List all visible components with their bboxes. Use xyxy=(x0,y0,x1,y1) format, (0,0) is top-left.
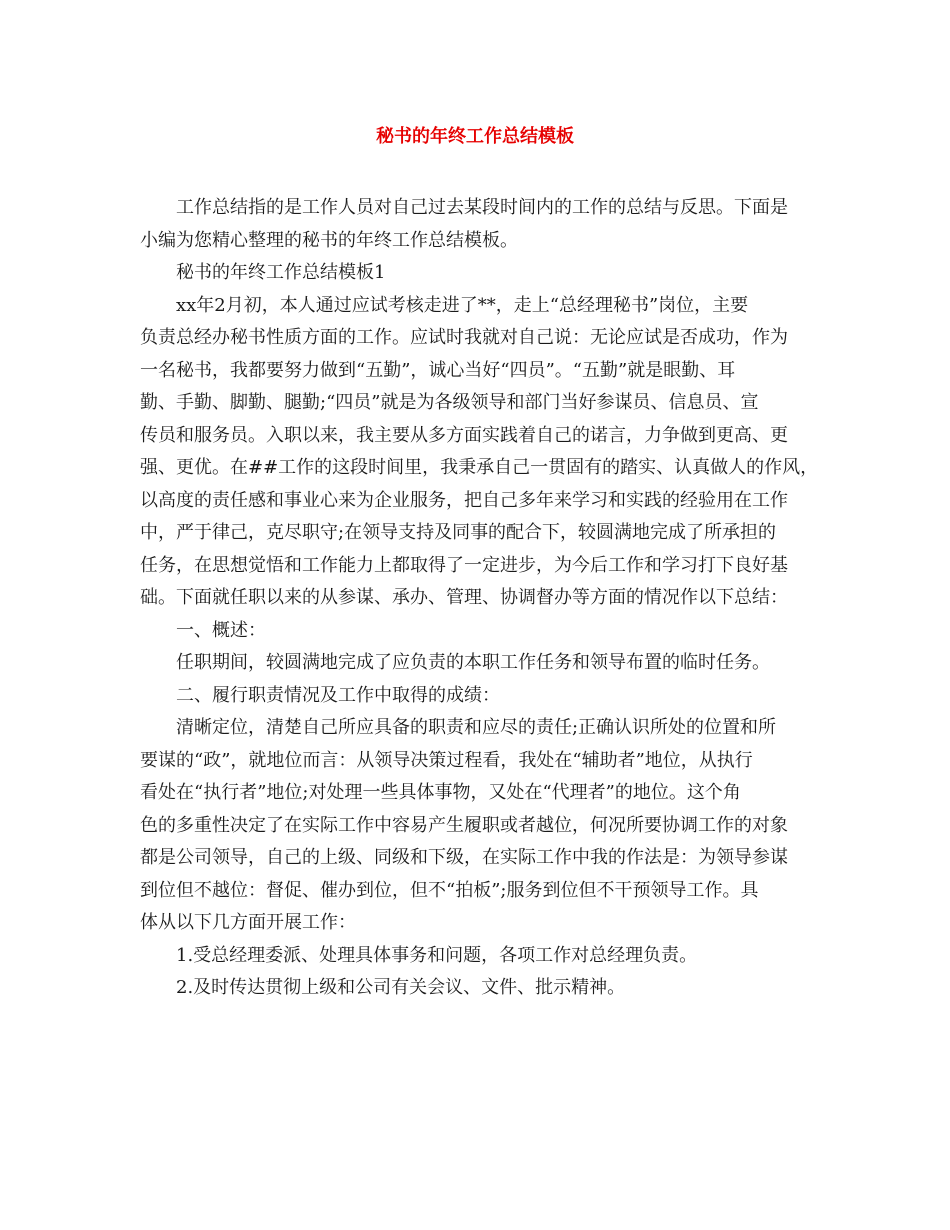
text-line: 强、更优。在##工作的这段时间里，我秉承自己一贯固有的踏实、认真做人的作风， xyxy=(140,457,819,478)
text-line: 负责总经办秘书性质方面的工作。应试时我就对自己说：无论应试是否成功，作为 xyxy=(140,327,788,348)
text-line: 要谋的“政”，就地位而言：从领导决策过程看，我处在“辅助者”地位，从执行 xyxy=(140,749,753,771)
text-line: 一名秘书，我都要努力做到“五勤”，诚心当好“四员”。“五勤”就是眼勤、耳 xyxy=(140,359,736,381)
text-line: 中，严于律己，克尽职守;在领导支持及同事的配合下，较圆满地完成了所承担的 xyxy=(140,522,777,543)
text-line: 都是公司领导，自己的上级、同级和下级，在实际工作中我的作法是：为领导参谋 xyxy=(140,847,788,868)
text-line: 色的多重性决定了在实际工作中容易产生履职或者越位，何况所要协调工作的对象 xyxy=(140,814,788,836)
text-line: xx年2月初，本人通过应试考核走进了**，走上“总经理秘书”岗位，主要 xyxy=(176,294,749,316)
text-line: 二、履行职责情况及工作中取得的成绩： xyxy=(176,684,500,706)
text-line: 础。下面就任职以来的从参谋、承办、管理、协调督办等方面的情况作以下总结： xyxy=(140,587,788,608)
text-line: 传员和服务员。入职以来，我主要从多方面实践着自己的诺言，力争做到更高、更 xyxy=(140,424,788,446)
text-line: 一、概述： xyxy=(176,619,266,641)
document-body xyxy=(140,192,820,1005)
text-line: 秘书的年终工作总结模板1 xyxy=(176,262,386,283)
text-line: 1.受总经理委派、处理具体事务和问题，各项工作对总经理负责。 xyxy=(176,944,698,966)
text-line: 勤、手勤、脚勤、腿勤;“四员”就是为各级领导和部门当好参谋员、信息员、宣 xyxy=(140,392,759,413)
text-line: 到位但不越位：督促、催办到位，但不“拍板”;服务到位但不干预领导工作。具 xyxy=(140,879,759,901)
text-line: 工作总结指的是工作人员对自己过去某段时间内的工作的总结与反思。下面是 xyxy=(176,197,788,218)
document-title: 秘书的年终工作总结模板 xyxy=(376,126,574,147)
text-line: 以高度的责任感和事业心来为企业服务，把自己多年来学习和实践的经验用在工作 xyxy=(140,489,788,511)
text-line: 任职期间，较圆满地完成了应负责的本职工作任务和领导布置的临时任务。 xyxy=(176,652,770,673)
text-line: 清晰定位，清楚自己所应具备的职责和应尽的责任;正确认识所处的位置和所 xyxy=(176,717,777,738)
text-line: 小编为您精心整理的秘书的年终工作总结模板。 xyxy=(140,229,518,251)
text-line: 体从以下几方面开展工作： xyxy=(140,912,356,933)
text-line: 任务，在思想觉悟和工作能力上都取得了一定进步，为今后工作和学习打下良好基 xyxy=(140,554,788,576)
text-line: 看处在“执行者”地位;对处理一些具体事物，又处在“代理者”的地位。这个角 xyxy=(140,782,741,803)
text-line: 2.及时传达贯彻上级和公司有关会议、文件、批示精神。 xyxy=(176,977,626,998)
